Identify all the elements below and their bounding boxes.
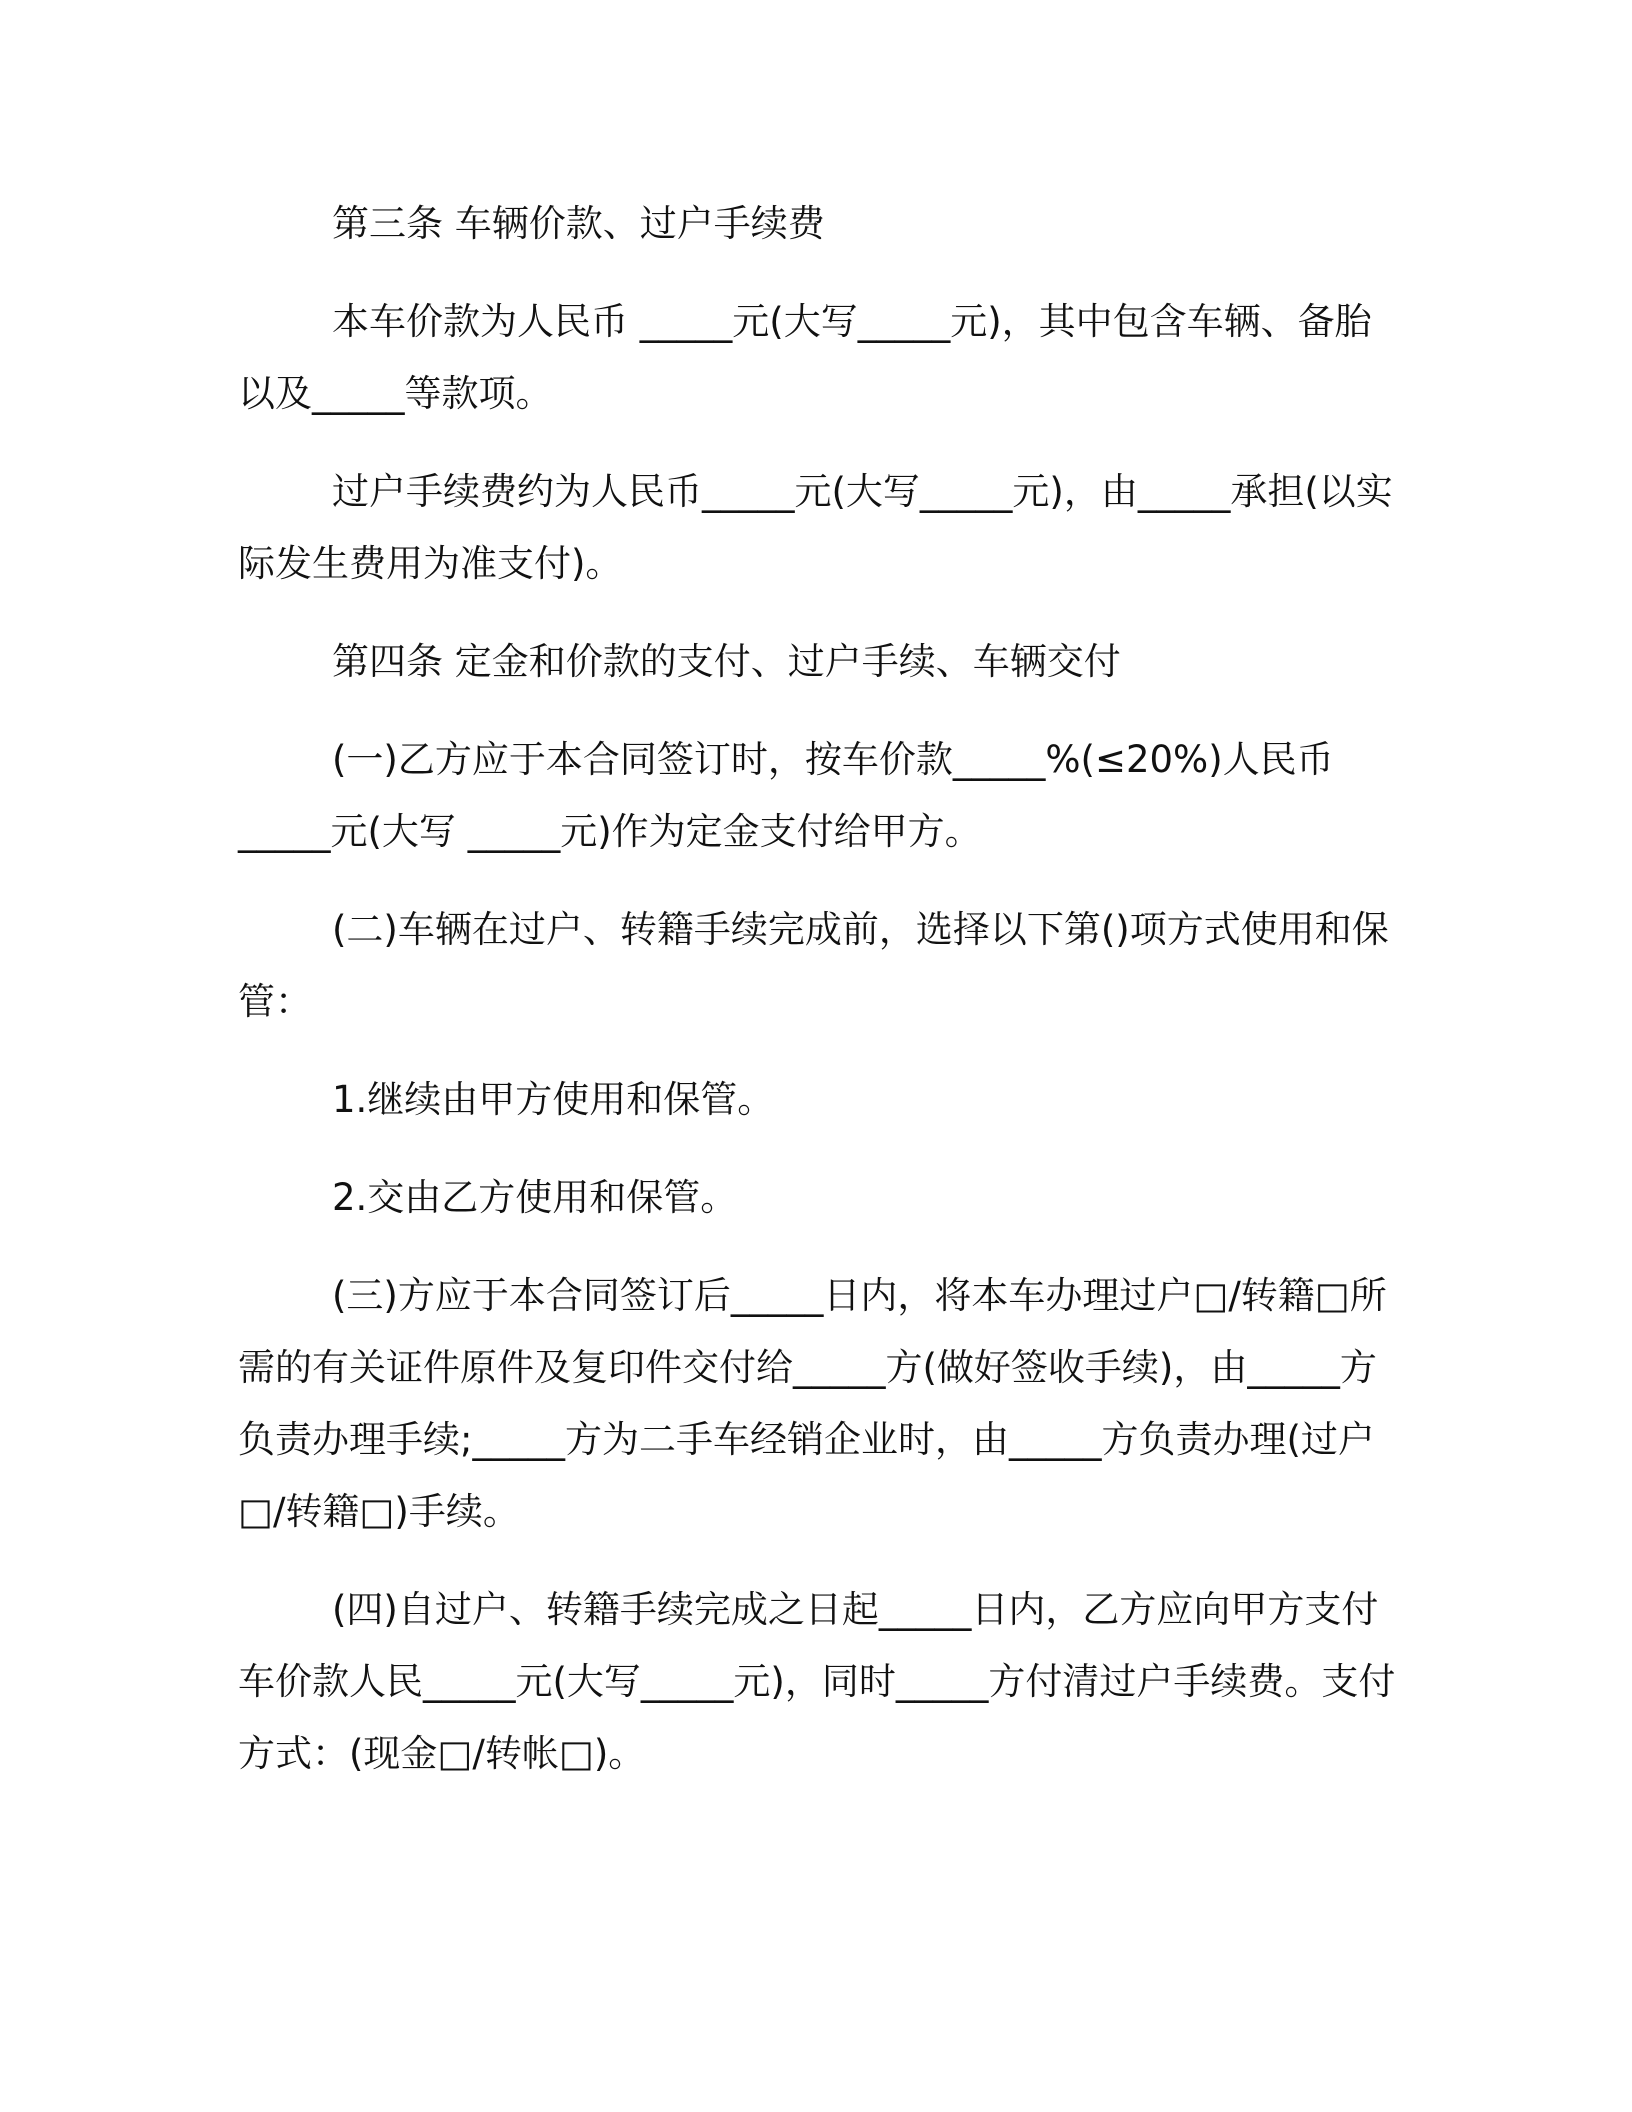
article-4-clause-2: (二)车辆在过户、转籍手续完成前，选择以下第()项方式使用和保管： [238,908,1389,1023]
article-4-clause-4: (四)自过户、转籍手续完成之日起_____日内，乙方应向甲方支付车价款人民_____元(大写_____元)，同时_____方付清过户手续费。支付方式：(现金□/转帐□)。 [238,1588,1396,1775]
article-4-clause-2-option-1: 1.继续由甲方使用和保管。 [332,1078,775,1121]
article-4-clause-1: (一)乙方应于本合同签订时，按车价款_____%(≤20%)人民币_____元(大写 _____元)作为定金支付给甲方。 [238,738,1334,853]
article-3-fee-paragraph: 过户手续费约为人民币_____元(大写_____元)，由_____承担(以实际发生费用为准支付)。 [238,470,1393,585]
article-3-price-paragraph: 本车价款为人民币 _____元(大写_____元)，其中包含车辆、备胎以及_____等款项。 [238,300,1372,415]
article-3-heading: 第三条 车辆价款、过户手续费 [332,202,825,245]
article-4-clause-2-option-2: 2.交由乙方使用和保管。 [332,1176,738,1219]
article-4-clause-3: (三)方应于本合同签订后_____日内，将本车办理过户□/转籍□所需的有关证件原件及复印件交付给_____方(做好签收手续)，由_____方负责办理手续;_____方为二手车经销企业时，由_____方负责办理(过户□/转籍□)手续。 [238,1274,1387,1533]
article-4-heading: 第四条 定金和价款的支付、过户手续、车辆交付 [332,640,1121,683]
document-page [238,188,1398,1816]
